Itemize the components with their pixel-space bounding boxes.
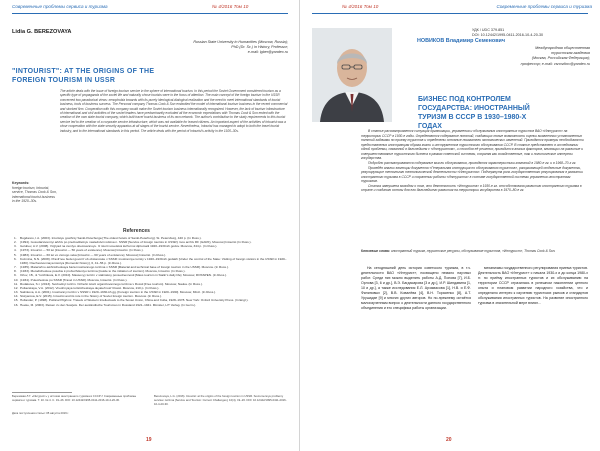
keywords-heading: Keywords: (12, 181, 30, 185)
author-name: НОВИКОВ Владимир Семенович (417, 38, 505, 44)
header-rule (12, 13, 288, 14)
abstract-paragraph: В статье рассматривается ситуация организации, управления и обслуживания иностранных туристов ВАО «Интурист» на территории СССР в 1930-е годы. Определяются содержание понятий, создающих новые возможности оценки выявленных установленных понятий задачами по приему туристов и определены основные показатели экономических изменений. Приводятся примеры необходимости предоставления иностранцам образа жизни и инструментов туристского обслуживания СССР. В статье представлено в исследовании одной проблемы, связанной в дальнейшем с «Интуристом», и способов её решения; приводится анализ факторов, влияющих на развитие и совершенствование туристского бизнеса в рамках советской системы, сохраняя как хозяйственные, так и политические интересы государства. (361, 129, 584, 160)
reference-number: 11. (14, 281, 19, 286)
keywords-block (12, 181, 58, 204)
reference-number: 3. (14, 244, 17, 249)
reference-text: (1935). Material'no-tekhnicheskaya baza inostrannogo turizma v SSSR [Material and technical base of foreign tourism in the USSR]. Moscow. (In Russ.). (20, 265, 229, 270)
affiliation-line: e-mail: lgber@yandex.ru (247, 50, 288, 55)
abstract-paragraph: Статья завершена выводом о том, что деятельность «Интуриста» в 1930-е гг. способствовала развитию иностранного туризма в стране и созданию основы для его дальнейшего развития на территории государства в 1970–80-е гг. (361, 183, 582, 193)
reference-number: 7. (14, 265, 17, 270)
body-paragraph: механизмы государственного регулирования приема туристов. Деятельность ВАО «Интурист» с начала 1930-х и до конца 1980-х гг. по приёму иностранных туристов и их обслуживанию на территории СССР отразилась в успешном накоплении ценного опыта и плановом развитии народного хозяйства, что и определило интерес к изучению туристских рынков и стандартов обслуживания иностранных туристов. На развитие иностранного туризма в значительной мере влиял... (478, 266, 588, 306)
author-affiliation (478, 46, 590, 67)
reference-number: 16. (14, 302, 19, 307)
journal-name: Современные проблемы сервиса и туризма (496, 4, 592, 9)
references-heading: References (123, 228, 150, 234)
issue-info: № 4/2016 Том 10 (212, 4, 249, 9)
udc-code: УДК / UDC 379.851 (472, 28, 505, 32)
doi: DOI: 10.12442/1995-0411-2016-10-4-20-30 (472, 33, 544, 37)
author-portrait-icon (312, 28, 392, 122)
received-date: Дата поступления статьи: 05 августа 2016 г. (12, 411, 69, 415)
reference-item (14, 303, 288, 307)
reference-number: 15. (14, 298, 19, 303)
affiliation-line: Международная общественная (535, 46, 590, 50)
reference-text: (1994). Gosudarstvennyi arkhiv po predvoditelnyu nasledstvii rodstva n. SSSR [Service of foreign tourists in USSR]. Gos archiv RF (GARF), Moscow] Intourist (In Russ.). (20, 240, 252, 245)
issue-info: № 4/2016 Том 10 (342, 4, 379, 9)
reference-text: Heeke, M. (2003). Reisen zu den Sowjets. Der ausländische Tourismus in Russland 1921–1941. Münster, LIT Verlag. (In Germ.). (20, 302, 197, 307)
right-page (300, 0, 600, 451)
reference-text: (1934). Puteshestvie po SSSR [Travel in USSR]. Moscow, Intourist. (In Russ.). (20, 277, 128, 282)
author-photo (312, 28, 392, 122)
keywords-heading: Ключевые слова: (361, 249, 390, 253)
keywords-block (361, 249, 588, 254)
reference-text: (1933). Metodicheskoe posobie k probuzhdeniyu turizma [Guide to the initiation of tourism]. Moscow, Intourist. (In Russ.). (20, 269, 186, 274)
article-title: "INTOURIST": AT THE ORIGINS OF THE FOREIGN TOURISM IN USSR (12, 68, 155, 84)
footnote-rule (12, 392, 72, 393)
reference-text: Golubev, A.V. (2008). Vzglyad na zemlyu obetovannuyu. Iz istorii sovetskoi kul'turnoi diplomatii 1920–1930-kh godov. Moscow, 344 p. (In Russ.). (20, 244, 218, 249)
reference-text: Hollander, P. (1998). Political Pilgrims: Travels of Western Intellectuals to the Soviet Union, China and Cuba, 1928–1978. New York: Oxford University Press. (In Engl.). (20, 298, 249, 303)
reference-text: Salnikova, A.A. (2001). Inostrannyi turizm v SSSR v 1920–1930-kh gg. [Foreign tourism in the USSR in 1920–1930]. Moscow, MGU. (In Russ.). (20, 290, 217, 295)
reference-number: 13. (14, 290, 19, 295)
abstract-paragraph: Приведён анализ эволюции документа «Генеральная инструкция по обслуживанию туристов», раскрывающей отдельные документы, регулирующие технологию технологической деятельности «Интуриста». Подчеркнута роль государственного регулирования в развитии иностранного туризма в СССР и сохранении работы «Интуриста» в составе государственной системы управления иностранным туризмом. (361, 165, 583, 184)
abstract (361, 129, 588, 193)
author-name: Lidia G. BEREZOVAYA (12, 29, 72, 35)
reference-text: Kuzmina, N.N. (2008). Pravil'noe budet govorit' ob obstanovke v SSSR: inostrannye turisty v 1920–1930-kh godakh [Under the control of the State: Visiting of foreign visitors in the USSR in 1920–1930]. Otechestvennaya istoriya [Domestic history], 6, 41–56 p. (In Russ.). (20, 256, 287, 265)
affiliation-line: профессор; e-mail: vsnovikov@yandex.ru (520, 61, 590, 66)
reference-text: Poltavskaya, V.A. (2012). Vneshnyaya turisticheskaya deyatel'nost' Rossii. Moscow, 210 p. (In Russ.). (20, 285, 160, 290)
reference-text: Orlov, I.B., & Yurchikova, E.V. (2010). Massovyy turizm v stalinskoy povsednevnosti [Mass tourism in Stalin's daily life]. Moscow, ROSSPEN. (In Russ.). (20, 273, 228, 278)
reference-number: 14. (14, 294, 19, 299)
reference-number: 4. (14, 248, 17, 253)
reference-number: 9. (14, 273, 17, 278)
reference-number: 5. (14, 252, 17, 257)
body-paragraph: На сегодняшний день история советского туризма, в т.ч. деятельности ВАО «Интурист», посвящено немало научных работ. Среди них можно выделить работы А.Д. Попова [7], И.Б. Орлова [3, 6 и др.], В.Э. Багдасарова [3 и др.], И.Р. Шиндавина [1, 10 и др.], а также исследования Е.Л. Арзамасова [1], Н.В. и Е.Ф. Филиновых [2], В.В. Ковалёва [4], В.Н. Торасенко [8], А.Т. Урушадзе [9] и многих других авторов. Но по-прежнему остаётся малоизученным вопрос о деятельности данного государственного объединения и его специфика работы организации. (361, 266, 471, 311)
author-affiliation (165, 40, 288, 56)
abstract: The article deals with the issue of foreign tourism service in the sphere of international tourism. In this period the Soviet Government considered tourism as a specific type of propaganda of the soviet life and naturally chose tourists were in the focus of attention. The main concept of the foreign tourism in the USSR concerned two paradoxical views: xenophobia towards with its purely ideological-dialogical realization and the need to meet international standards of tourist business, tools of business success. The Personal company Thomas Cook & Son embodied the model of international tourism business in the recent commercial and stocked firm. Cooperation with this company would make the Soviet tourism business internationally recognized. However, the lack of tourism infrastructure of international and civil activities of the soviet leaders have predominantly excluded all the economic expectations with Thomas Cook & Son ended with the creation of the own state tourist company, which built travel tourist business of its own network. The author's contribution to the study requirements to this tourist service led to the creation of a corporate service infrastructure, which was not available for leased citizens. An important aspect of the activities of Intourist was a close cooperation with the state security apparatus at all stages of the tourist service. Nevertheless, Intourist has managed to adopt to both the travel tourist industry, and to the international standards in this period. The article deals with the period of Intourist's activity in the 1920–30s. (60, 89, 288, 133)
reference-number: 10. (14, 277, 19, 282)
journal-name: Современные проблемы сервиса и туризма (12, 4, 108, 9)
affiliation-line: PhD (Dr. Sc.) in History, Professor; (231, 45, 288, 50)
references-list (14, 236, 288, 307)
reference-item (14, 257, 288, 265)
reference-text: (1983). Intourist — 60 let vo vtorogo veka [Intourist — 60 years of existence]. Moscow] Intourist. (In Russ.). (20, 252, 167, 257)
affiliation-line: Russian State University in Humanities (Moscow, Russia); (193, 40, 288, 44)
affiliation-line: (Москва, Российская Федерация); (531, 56, 590, 61)
citation-en: Berezovaya, L.G. (2016). Intourist: at the origins of the foreign tourism in USSR. Sovremennye problemy servisa i turizma [Service and Tourism: Current Challenges], 10(4), 19–26. DOI: 10.12442/1995-0411-2016-10-4-20-30. (154, 394, 287, 406)
keywords-text: foreign tourism, Intourist, service, Thomas Cook & Son, international tourist business in the 1920–30s. (12, 185, 57, 204)
article-title: БИЗНЕС ПОД КОНТРОЛЕМ ГОСУДАРСТВА: ИНОСТРАННЫЙ ТУРИЗМ В СССР В 1930–1980-Х ГОДАХ (418, 96, 530, 130)
reference-text: (1973). Intourist — 50 let [Intourist — 50 years of existence]. Moscow] Intourist. (In Russ.). (20, 248, 144, 253)
reference-number: 1. (14, 236, 17, 240)
affiliation-line: туристская академия (551, 51, 590, 56)
page-number: 19 (146, 437, 152, 443)
reference-text: Rudakova, S.I. (2013). Svobodnyi turizm. Ocherki istorii organizovannogo turizma v Rossii [Free tourism]. Moscow, Nauka. (In Russ.). (20, 281, 203, 286)
keywords-text: иностранный туризм, туристские ресурсы, обслуживание туристов, «Интурист», Thomas Cook & Son. (390, 249, 556, 253)
page-number: 20 (446, 437, 452, 443)
header-rule (312, 13, 588, 14)
reference-number: 2. (14, 240, 17, 245)
body-column-1 (361, 266, 471, 311)
body-column-2 (478, 266, 588, 306)
citation-ru: Березовая Л.Г. «Интурист» у истоков иностранного туризма в СССР // Современные проблемы сервиса и туризма. Т. 10. № 4. С. 19–26. DOI: 10.12442/1995-0411-2016-10-4-20-30. (12, 394, 137, 402)
reference-text: Bogdanov, I.A. (2003). Inturistye gosthniy Sankt-Peterburga [The oldest hotels of Sankt-Peterburg]. St. Petersburg, 440 p. (In Russ.). (20, 236, 202, 240)
reference-number: 12. (14, 285, 19, 290)
abstract-paragraph: Подробно рассматриваются содержание мысли обслуживания, приводятся характеристики компаний в 1980-е гг. и в 1968–70-х гг. (368, 160, 577, 165)
reference-number: 8. (14, 269, 17, 274)
reference-text: Stolyarova, E.V. (2015). Intourist and its role in the history of Soviet foreign tourism. Moscow. (In Russ.). (20, 294, 162, 299)
reference-number: 6. (14, 256, 17, 261)
